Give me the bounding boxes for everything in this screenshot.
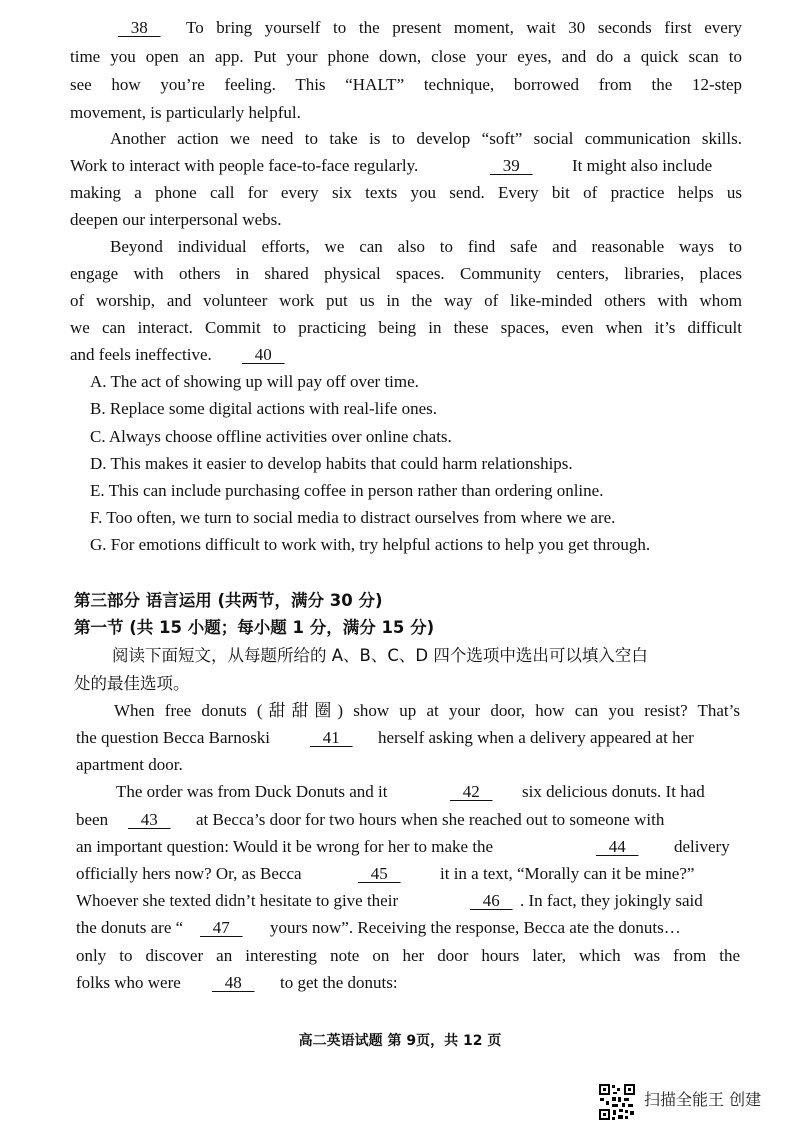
paragraph-text: at Becca’s door for two hours when she reached out to someone with <box>196 810 665 829</box>
paragraph-line: making a phone call for every six texts you send. Every bit of practice helps us <box>70 183 742 202</box>
qr-code-icon <box>598 1083 636 1121</box>
blank-41: 41 <box>310 728 353 747</box>
paragraph-text: yours now”. Receiving the response, Becca ate the donuts… <box>270 918 681 937</box>
paragraph-text: . In fact, they jokingly said <box>520 891 703 910</box>
page-footer: 高二英语试题 第 9页，共 12 页 <box>298 1033 502 1049</box>
blank-45: 45 <box>358 864 401 883</box>
instruction-line: 处的最佳选项。 <box>74 674 190 693</box>
paragraph-line: time you open an app. Put your phone down, close your eyes, and do a quick scan to <box>70 47 742 66</box>
paragraph-line: apartment door. <box>76 755 183 774</box>
blank-46: 46 <box>470 891 513 910</box>
paragraph-text: It might also include <box>572 156 713 175</box>
paragraph-text: The order was from Duck Donuts and it <box>116 782 388 801</box>
paragraph-text: been <box>76 810 109 829</box>
option-item: C. Always choose offline activities over online chats. <box>90 427 452 446</box>
paragraph-text: six delicious donuts. It had <box>522 782 705 801</box>
option-item: F. Too often, we turn to social media to distract ourselves from where we are. <box>90 508 616 527</box>
option-item: G. For emotions difficult to work with, try helpful actions to help you get through. <box>90 535 651 554</box>
paragraph-line: deepen our interpersonal webs. <box>70 210 282 229</box>
paragraph-text: it in a text, “Morally can it be mine?” <box>440 864 695 883</box>
option-item: E. This can include purchasing coffee in person rather than ordering online. <box>90 481 604 500</box>
blank-44: 44 <box>596 837 639 856</box>
paragraph-text: Work to interact with people face-to-face regularly. <box>70 156 419 175</box>
option-item: A. The act of showing up will pay off over time. <box>90 372 419 391</box>
section-heading: 第三部分 语言运用 (共两节，满分 30 分) <box>74 591 383 610</box>
paragraph-text: and feels ineffective. <box>70 345 212 364</box>
paragraph-text: officially hers now? Or, as Becca <box>76 864 302 883</box>
paragraph-text: To bring yourself to the present moment, wait 30 seconds first every <box>186 18 742 37</box>
blank-47: 47 <box>200 918 243 937</box>
paragraph-line: see how you’re feeling. This “HALT” technique, borrowed from the 12-step <box>70 75 742 94</box>
paragraph-text: the question Becca Barnoski <box>76 728 271 747</box>
paragraph-line: only to discover an interesting note on her door hours later, which was from the <box>76 946 740 965</box>
paragraph-line: engage with others in shared physical spaces. Community centers, libraries, places <box>70 264 742 283</box>
instruction-line: 阅读下面短文，从每题所给的 A、B、C、D 四个选项中选出可以填入空白 <box>112 646 648 665</box>
blank-43: 43 <box>128 810 171 829</box>
paragraph-text: folks who were <box>76 973 181 992</box>
paragraph-line: Another action we need to take is to develop “soft” social communication skills. <box>110 129 742 148</box>
option-item: D. This makes it easier to develop habits that could harm relationships. <box>90 454 573 473</box>
blank-38: 38 <box>118 18 161 37</box>
blank-40: 40 <box>242 345 285 364</box>
blank-48: 48 <box>212 973 255 992</box>
paragraph-text: the donuts are “ <box>76 918 184 937</box>
paragraph-line: movement, is particularly helpful. <box>70 103 301 122</box>
paragraph-text: Whoever she texted didn’t hesitate to give their <box>76 891 399 910</box>
paragraph-line: When free donuts (甜甜圈) show up at your door, how can you resist? That’s <box>114 701 740 720</box>
blank-42: 42 <box>450 782 493 801</box>
option-item: B. Replace some digital actions with real-life ones. <box>90 399 437 418</box>
paragraph-text: an important question: Would it be wrong for her to make the <box>76 837 494 856</box>
paragraph-line: Beyond individual efforts, we can also to find safe and reasonable ways to <box>110 237 742 256</box>
paragraph-line: we can interact. Commit to practicing being in these spaces, even when it’s difficult <box>70 318 742 337</box>
paragraph-text: herself asking when a delivery appeared at her <box>378 728 694 747</box>
paragraph-text: to get the donuts: <box>280 973 398 992</box>
blank-39: 39 <box>490 156 533 175</box>
subsection-heading: 第一节 (共 15 小题；每小题 1 分，满分 15 分) <box>74 618 435 637</box>
scanner-watermark: 扫描全能王 创建 <box>644 1090 762 1109</box>
paragraph-text: delivery <box>674 837 730 856</box>
paragraph-line: of worship, and volunteer work put us in the way of like-minded others with whom <box>70 291 742 310</box>
